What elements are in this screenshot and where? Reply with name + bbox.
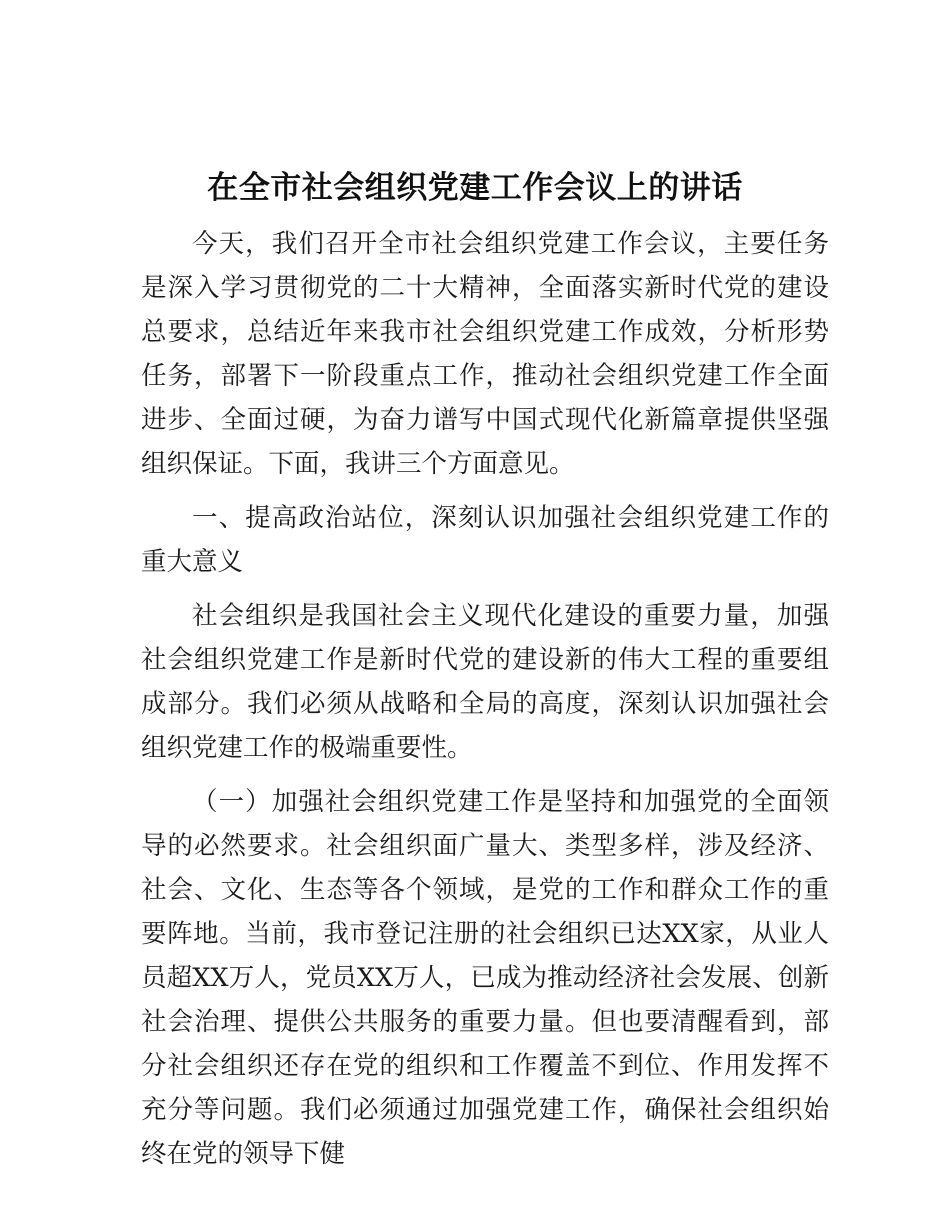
paragraph-subsection-1: （一）加强社会组织党建工作是坚持和加强党的全面领导的必然要求。社会组织面广量大、类型多样，涉及经济、社会、文化、生态等各个领域，是党的工作和群众工作的重要阵地。当前，我市登记注册的社会组织已达XX家，从业人员超XX万人，党员XX万人，已成为推动经济社会发展、创新社会治理、提供公共服务的重要力量。但也要清醒看到，部分社会组织还存在党的组织和工作覆盖不到位、作用发挥不充分等问题。我们必须通过加强党建工作，确保社会组织始终在党的领导下健 [141,787,829,1169]
paragraph-section-1: 社会组织是我国社会主义现代化建设的重要力量，加强社会组织党建工作是新时代党的建设新的伟大工程的重要组成部分。我们必须从战略和全局的高度，深刻认识加强社会组织党建工作的极端重要性。 [141,601,829,763]
section-heading-1: 一、提高政治站位，深刻认识加强社会组织党建工作的重大意义 [141,503,829,577]
document-body [141,222,829,1186]
document-title: 在全市社会组织党建工作会议上的讲话 [207,170,743,206]
paragraph-intro: 今天，我们召开全市社会组织党建工作会议，主要任务是深入学习贯彻党的二十大精神，全面落实新时代党的建设总要求，总结近年来我市社会组织党建工作成效，分析形势任务，部署下一阶段重点工作，推动社会组织党建工作全面进步、全面过硬，为奋力谱写中国式现代化新篇章提供坚强组织保证。下面，我讲三个方面意见。 [141,229,829,479]
